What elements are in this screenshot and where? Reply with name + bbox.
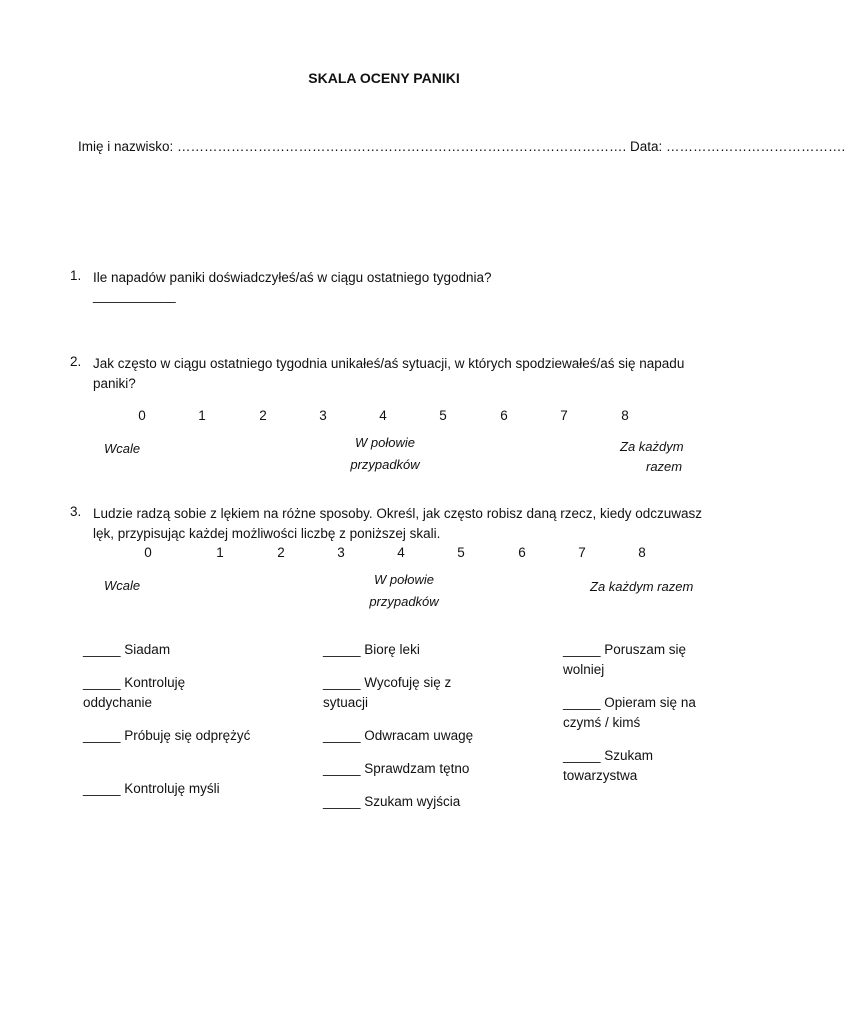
q2-scale-0[interactable]: 0 [138, 408, 146, 423]
q3-scale-2[interactable]: 2 [277, 545, 285, 560]
q2-anchor-mid-line1: W połowie [355, 435, 415, 450]
coping-item-siadam[interactable]: _____ Siadam [83, 642, 171, 657]
q2-scale-8[interactable]: 8 [621, 408, 629, 423]
q2-scale-2[interactable]: 2 [259, 408, 267, 423]
q3-scale-0[interactable]: 0 [144, 545, 152, 560]
q3-anchor-high: Za każdym razem [590, 579, 694, 594]
q2-anchor-high-line2: razem [646, 459, 683, 474]
page-title: SKALA OCENY PANIKI [308, 70, 460, 86]
q2-anchor-low: Wcale [104, 441, 141, 456]
question-1-number: 1. [70, 268, 82, 283]
name-date-line[interactable]: Imię i nazwisko: ………………………………………………………………………………………. Data: …………………………………. [78, 139, 845, 154]
q3-scale-5[interactable]: 5 [457, 545, 465, 560]
question-2-text-line1: Jak często w ciągu ostatniego tygodnia unikałeś/aś sytuacji, w których spodziewałeś/aś się napadu [93, 356, 685, 371]
coping-item-kontroluje-mysli[interactable]: _____ Kontroluję myśli [83, 781, 220, 796]
q2-scale-4[interactable]: 4 [379, 408, 387, 423]
q3-scale-4[interactable]: 4 [397, 545, 405, 560]
coping-item-probuje-sie-odprezyc[interactable]: _____ Próbuję się odprężyć [83, 728, 251, 743]
q3-scale-3[interactable]: 3 [337, 545, 345, 560]
question-3-text-line2: lęk, przypisując każdej możliwości liczbę z poniższej skali. [93, 526, 441, 541]
q3-anchor-mid-line1: W połowie [374, 572, 434, 587]
question-3-text-line1: Ludzie radzą sobie z lękiem na różne sposoby. Określ, jak często robisz daną rzecz, kiedy odczuwasz [93, 506, 703, 521]
coping-item-szukam-towarzystwa[interactable]: _____ Szukam towarzystwa [563, 748, 654, 783]
q3-anchor-mid-line2: przypadków [369, 594, 439, 609]
q2-scale-5[interactable]: 5 [439, 408, 447, 423]
question-3-number: 3. [70, 504, 82, 519]
coping-item-biore-leki[interactable]: _____ Biorę leki [323, 642, 420, 657]
q2-scale-7[interactable]: 7 [560, 408, 568, 423]
q3-scale-1[interactable]: 1 [216, 545, 224, 560]
question-1-answer-blank[interactable]: ___________ [93, 288, 176, 303]
coping-item-poruszam-sie-wolniej[interactable]: _____ Poruszam się wolniej [563, 642, 687, 677]
coping-item-sprawdzam-tetno[interactable]: _____ Sprawdzam tętno [323, 761, 470, 776]
coping-item-opieram-sie[interactable]: _____ Opieram się na czymś / kimś [563, 695, 696, 730]
q3-scale-6[interactable]: 6 [518, 545, 526, 560]
q2-anchor-high-line1: Za każdym [620, 439, 684, 454]
q3-scale-7[interactable]: 7 [578, 545, 586, 560]
q2-scale-3[interactable]: 3 [319, 408, 327, 423]
question-2-text-line2: paniki? [93, 376, 136, 391]
q2-scale-1[interactable]: 1 [198, 408, 206, 423]
q3-anchor-low: Wcale [104, 578, 141, 593]
coping-item-szukam-wyjscia[interactable]: _____ Szukam wyjścia [323, 794, 461, 809]
question-2-number: 2. [70, 354, 82, 369]
coping-item-odwracam-uwage[interactable]: _____ Odwracam uwagę [323, 728, 474, 743]
coping-item-kontroluje-oddychanie[interactable]: _____ Kontroluję oddychanie [83, 675, 186, 710]
q3-scale-8[interactable]: 8 [638, 545, 646, 560]
coping-item-wycofuje-sie[interactable]: _____ Wycofuję się z sytuacji [323, 675, 452, 710]
question-1-text: Ile napadów paniki doświadczyłeś/aś w ciągu ostatniego tygodnia? [93, 270, 492, 285]
q2-anchor-mid-line2: przypadków [350, 457, 420, 472]
q2-scale-6[interactable]: 6 [500, 408, 508, 423]
